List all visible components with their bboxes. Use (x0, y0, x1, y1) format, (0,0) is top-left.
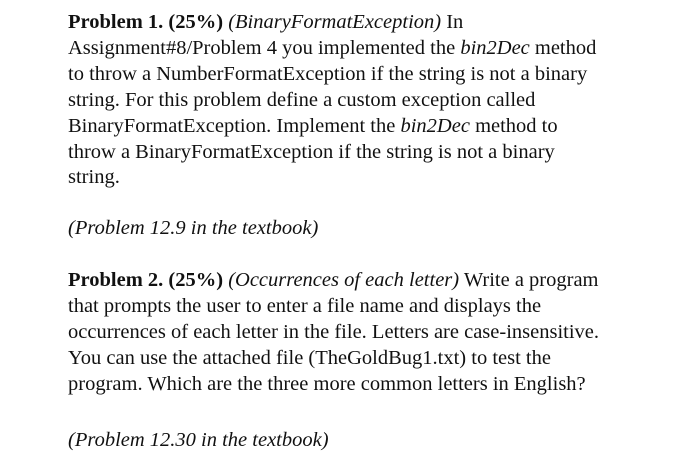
problem-1-topic: (BinaryFormatException) (228, 11, 442, 33)
problem-1-line-1-tail: In (441, 11, 464, 33)
problem-1-heading: Problem 1. (25%) (68, 11, 224, 33)
problem-1-statement (68, 10, 688, 191)
problem-1-line-4: string. For this problem define a custom exception called (68, 88, 536, 111)
problem-2-line-3: occurrences of each letter in the file. Letters are case-insensitive. (68, 321, 600, 344)
problem-1-line-5-text-b: method to (469, 114, 558, 137)
problem-2-line-1 (68, 268, 688, 294)
problem-1-line-7: string. (68, 166, 120, 189)
problem-1-line-6: throw a BinaryFormatException if the string is not a binary (68, 140, 555, 163)
method-name-bin2dec: bin2Dec (460, 36, 530, 59)
problem-1-line-3: to throw a NumberFormatException if the string is not a binary (68, 62, 588, 85)
problem-1-reference: (Problem 12.9 in the textbook) (68, 217, 319, 240)
problem-1-line-2-text-a: Assignment#8/Problem 4 you implemented the (68, 36, 461, 59)
problem-1-line-2 (68, 36, 688, 62)
problem-1-line-5-text-a: BinaryFormatException. Implement the (68, 114, 401, 137)
document-body (68, 10, 688, 454)
problem-2-statement (68, 268, 688, 398)
problem-2-line-5: program. Which are the three more common letters in English? (68, 372, 586, 395)
problem-1-line-1 (68, 10, 688, 36)
problem-2-heading: Problem 2. (25%) (68, 269, 224, 292)
problem-1-line-2-text-b: method (529, 36, 597, 59)
problem-2-line-1-tail: Write a program (459, 269, 599, 292)
problem-2-line-2: that prompts the user to enter a file name and displays the (68, 295, 542, 318)
problem-2-topic: (Occurrences of each letter) (228, 269, 460, 292)
problem-1-line-5 (68, 114, 688, 140)
problem-2-reference: (Problem 12.30 in the textbook) (68, 428, 329, 451)
method-name-bin2dec: bin2Dec (400, 114, 470, 137)
problem-2-line-4: You can use the attached file (TheGoldBug1.txt) to test the (68, 346, 551, 369)
